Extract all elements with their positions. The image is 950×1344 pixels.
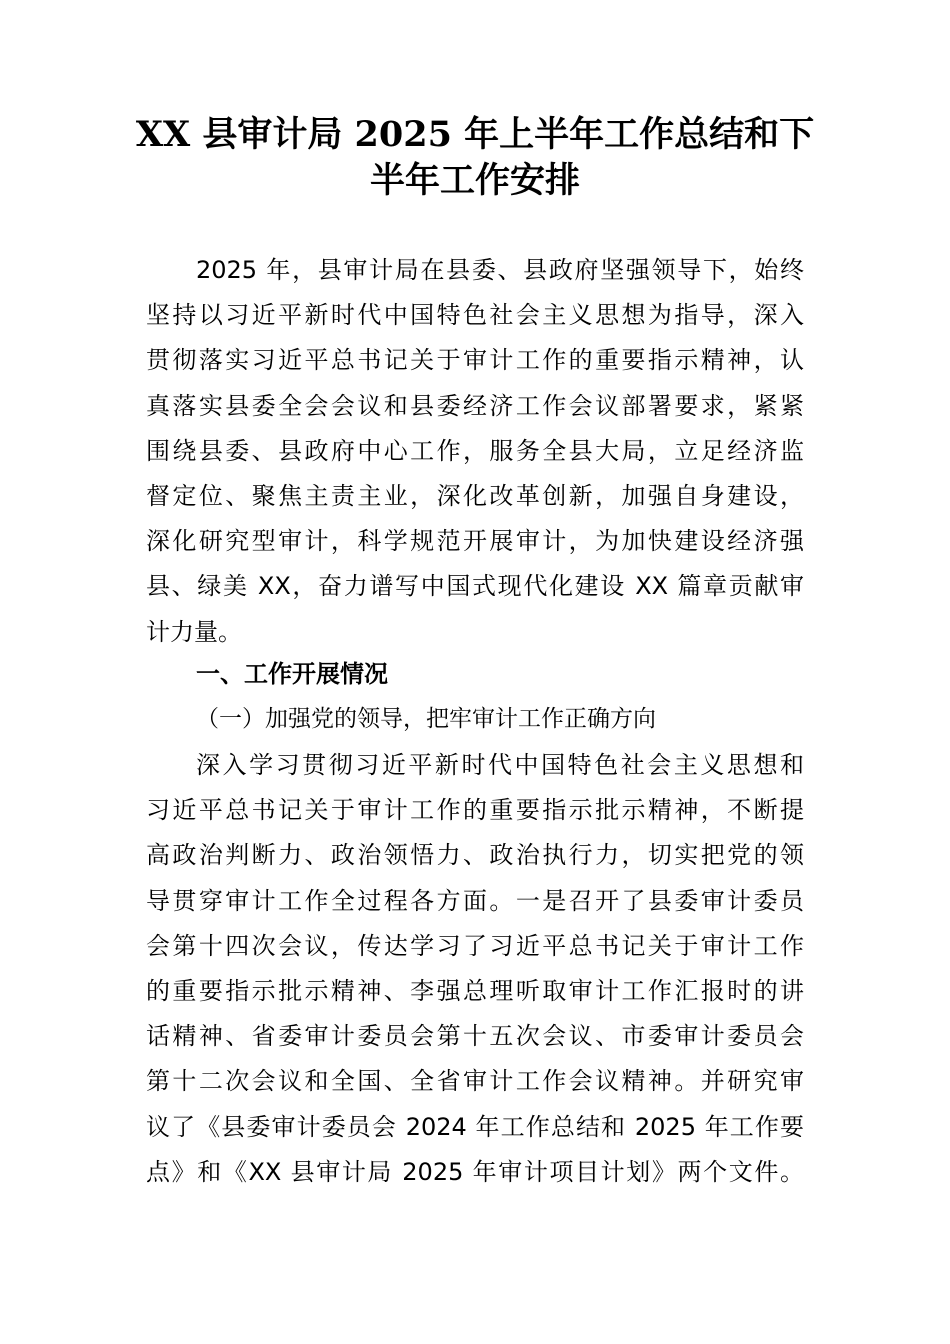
paragraph-line: 点》和《XX 县审计局 2025 年审计项目计划》两个文件。 (146, 1157, 804, 1186)
paragraph-line: 习近平总书记关于审计工作的重要指示批示精神，不断提 (146, 796, 804, 825)
paragraph-line: 的重要指示批示精神、李强总理听取审计工作汇报时的讲 (146, 976, 804, 1005)
paragraph-line: 督定位、聚焦主责主业，深化改革创新，加强自身建设， (146, 481, 804, 510)
paragraph-line: 深化研究型审计，科学规范开展审计，为加快建设经济强 (146, 527, 804, 556)
intro-paragraph (146, 248, 804, 655)
document-title (120, 112, 830, 204)
paragraph-line: 围绕县委、县政府中心工作，服务全县大局，立足经济监 (146, 436, 804, 465)
paragraph-line: 坚持以习近平新时代中国特色社会主义思想为指导，深入 (146, 301, 804, 330)
paragraph-line: 深入学习贯彻习近平新时代中国特色社会主义思想和 (196, 751, 804, 779)
paragraph-line: 计力量。 (146, 617, 242, 646)
paragraph-line: 县、绿美 XX，奋力谱写中国式现代化建设 XX 篇章贡献审 (146, 572, 804, 601)
section-heading: 一、工作开展情况 (196, 660, 388, 688)
paragraph-line: 真落实县委全会会议和县委经济工作会议部署要求，紧紧 (146, 391, 804, 420)
paragraph-line: 话精神、省委审计委员会第十五次会议、市委审计委员会 (146, 1022, 804, 1051)
paragraph-line: 导贯穿审计工作全过程各方面。一是召开了县委审计委员 (146, 886, 804, 915)
subsection-1-paragraph (146, 743, 804, 1195)
paragraph-line: 高政治判断力、政治领悟力、政治执行力，切实把党的领 (146, 841, 804, 870)
title-line: 半年工作安排 (369, 160, 580, 201)
paragraph-line: 会第十四次会议，传达学习了习近平总书记关于审计工作 (146, 931, 804, 960)
paragraph-line: 议了《县委审计委员会 2024 年工作总结和 2025 年工作要 (146, 1112, 804, 1141)
paragraph-line: 贯彻落实习近平总书记关于审计工作的重要指示精神，认 (146, 346, 804, 375)
title-line: XX 县审计局 2025 年上半年工作总结和下 (135, 114, 815, 155)
section-1 (146, 652, 804, 742)
paragraph-line: 2025 年，县审计局在县委、县政府坚强领导下，始终 (196, 256, 804, 284)
subsection-heading: （一）加强党的领导，把牢审计工作正确方向 (196, 706, 656, 732)
paragraph-line: 第十二次会议和全国、全省审计工作会议精神。并研究审 (146, 1067, 804, 1096)
